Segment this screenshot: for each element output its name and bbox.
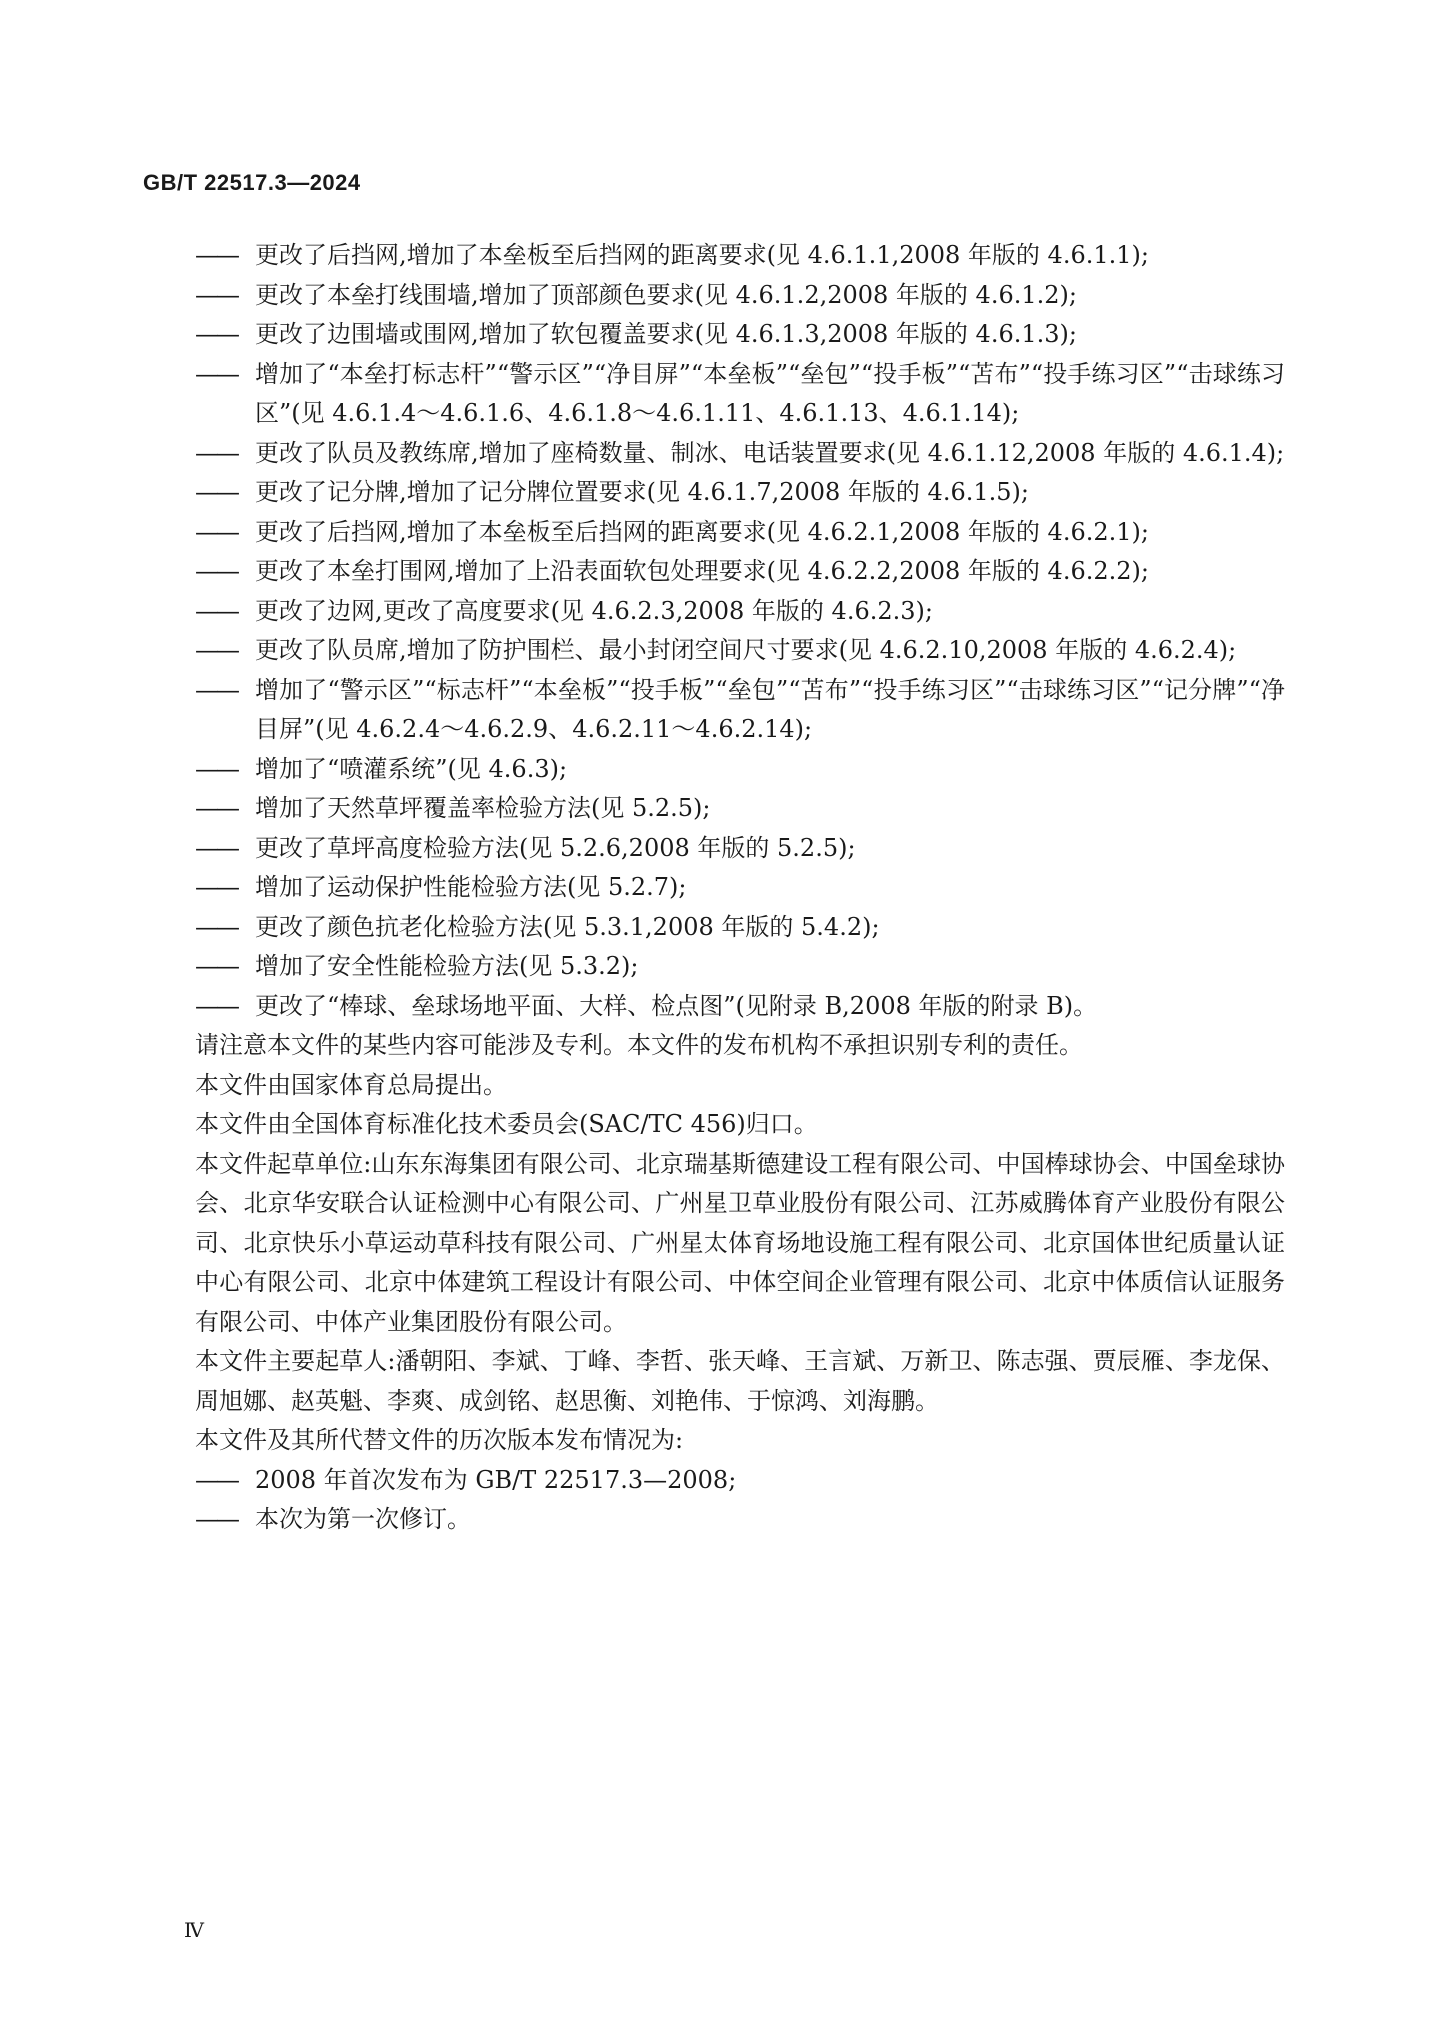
drafters: 本文件主要起草人:潘朝阳、李斌、丁峰、李哲、张天峰、王言斌、万新卫、陈志强、贾辰雁、李龙保、周旭娜、赵英魁、李爽、成剑铭、赵思衡、刘艳伟、于惊鸿、刘海鹏。 — [195, 1347, 1285, 1415]
change-item — [195, 987, 1285, 1027]
dash-marker: —— — [195, 794, 237, 822]
change-text: 增加了运动保护性能检验方法(见 5.2.7); — [255, 873, 687, 901]
change-item — [195, 868, 1285, 908]
change-text: 更改了边网,更改了高度要求(见 4.6.2.3,2008 年版的 4.6.2.3); — [255, 596, 933, 625]
managed-by: 本文件由全国体育标准化技术委员会(SAC/TC 456)归口。 — [195, 1110, 818, 1138]
change-text: 更改了颜色抗老化检验方法(见 5.3.1,2008 年版的 5.4.2); — [255, 912, 880, 941]
change-item — [195, 908, 1285, 948]
proposed-by: 本文件由国家体育总局提出。 — [195, 1070, 507, 1099]
change-text: 增加了安全性能检验方法(见 5.3.2); — [255, 952, 639, 980]
dash-marker: —— — [195, 833, 237, 862]
dash-marker: —— — [195, 359, 237, 388]
history-text: 2008 年首次发布为 GB/T 22517.3—2008; — [255, 1465, 737, 1494]
dash-marker: —— — [195, 675, 237, 704]
foreword-content — [195, 236, 1285, 1540]
drafting-units: 本文件起草单位:山东东海集团有限公司、北京瑞基斯德建设工程有限公司、中国棒球协会、中国垒球协会、北京华安联合认证检测中心有限公司、广州星卫草业股份有限公司、江苏威腾体育产业股份有限公司、北京快乐小草运动草科技有限公司、广州星太体育场地设施工程有限公司、北京国体世纪质量认证中心有限公司、北京中体建筑工程设计有限公司、中体空间企业管理有限公司、北京中体质信认证服务有限公司、中体产业集团股份有限公司。 — [195, 1149, 1285, 1336]
document-code: GB/T 22517.3—2024 — [143, 170, 361, 195]
change-item — [195, 947, 1285, 987]
dash-marker: —— — [195, 438, 237, 467]
page-number: Ⅳ — [184, 1918, 204, 1942]
change-text: 更改了后挡网,增加了本垒板至后挡网的距离要求(见 4.6.2.1,2008 年版的 4.6.2.1); — [255, 517, 1149, 546]
dash-marker: —— — [195, 320, 237, 348]
change-item — [195, 552, 1285, 592]
dash-marker: —— — [195, 991, 237, 1020]
history-item — [195, 1461, 1285, 1501]
dash-marker: —— — [195, 557, 237, 585]
change-item — [195, 315, 1285, 355]
dash-marker: —— — [195, 873, 237, 901]
change-item — [195, 276, 1285, 316]
change-item — [195, 671, 1285, 750]
change-item — [195, 631, 1285, 671]
change-item — [195, 236, 1285, 276]
change-text: 更改了队员席,增加了防护围栏、最小封闭空间尺寸要求(见 4.6.2.10,2008 年版的 4.6.2.4); — [255, 636, 1237, 664]
change-item — [195, 473, 1285, 513]
change-item — [195, 592, 1285, 632]
change-text: 更改了本垒打围网,增加了上沿表面软包处理要求(见 4.6.2.2,2008 年版的 4.6.2.2); — [255, 557, 1149, 585]
dash-marker: —— — [195, 912, 237, 941]
change-item — [195, 750, 1285, 790]
history-item — [195, 1500, 1285, 1540]
change-text: 更改了本垒打线围墙,增加了顶部颜色要求(见 4.6.1.2,2008 年版的 4.6.1.2); — [255, 280, 1077, 309]
change-item — [195, 355, 1285, 434]
change-text: 更改了后挡网,增加了本垒板至后挡网的距离要求(见 4.6.1.1,2008 年版的 4.6.1.1); — [255, 241, 1149, 269]
history-intro: 本文件及其所代替文件的历次版本发布情况为: — [195, 1426, 684, 1454]
dash-marker: —— — [195, 241, 237, 269]
change-item — [195, 789, 1285, 829]
change-text: 增加了“喷灌系统”(见 4.6.3); — [255, 754, 568, 783]
change-text: 增加了天然草坪覆盖率检验方法(见 5.2.5); — [255, 794, 711, 822]
dash-marker: —— — [195, 280, 237, 309]
change-item — [195, 434, 1285, 474]
dash-marker: —— — [195, 517, 237, 546]
change-item — [195, 513, 1285, 553]
dash-marker: —— — [195, 1505, 237, 1533]
change-text: 更改了草坪高度检验方法(见 5.2.6,2008 年版的 5.2.5); — [255, 833, 856, 862]
dash-marker: —— — [195, 596, 237, 625]
change-text: 增加了“本垒打标志杆”“警示区”“净目屏”“本垒板”“垒包”“投手板”“苫布”“投手练习区”“击球练习区”(见 4.6.1.4～4.6.1.6、4.6.1.8～4.6.1.11、4.6.1.13、4.6.1.14); — [255, 359, 1285, 427]
change-text: 增加了“警示区”“标志杆”“本垒板”“投手板”“垒包”“苫布”“投手练习区”“击球练习区”“记分牌”“净目屏”(见 4.6.2.4～4.6.2.9、4.6.2.11～4.6.2.14); — [255, 675, 1285, 743]
patent-notice: 请注意本文件的某些内容可能涉及专利。本文件的发布机构不承担识别专利的责任。 — [195, 1031, 1083, 1059]
change-item — [195, 829, 1285, 869]
dash-marker: —— — [195, 754, 237, 783]
dash-marker: —— — [195, 1465, 237, 1494]
dash-marker: —— — [195, 636, 237, 664]
dash-marker: —— — [195, 952, 237, 980]
change-text: 更改了边围墙或围网,增加了软包覆盖要求(见 4.6.1.3,2008 年版的 4.6.1.3); — [255, 320, 1077, 348]
history-text: 本次为第一次修订。 — [255, 1505, 471, 1533]
dash-marker: —— — [195, 478, 237, 506]
change-text: 更改了“棒球、垒球场地平面、大样、检点图”(见附录 B,2008 年版的附录 B)。 — [255, 991, 1098, 1020]
change-text: 更改了记分牌,增加了记分牌位置要求(见 4.6.1.7,2008 年版的 4.6.1.5); — [255, 478, 1029, 506]
change-text: 更改了队员及教练席,增加了座椅数量、制冰、电话装置要求(见 4.6.1.12,2008 年版的 4.6.1.4); — [255, 438, 1285, 467]
